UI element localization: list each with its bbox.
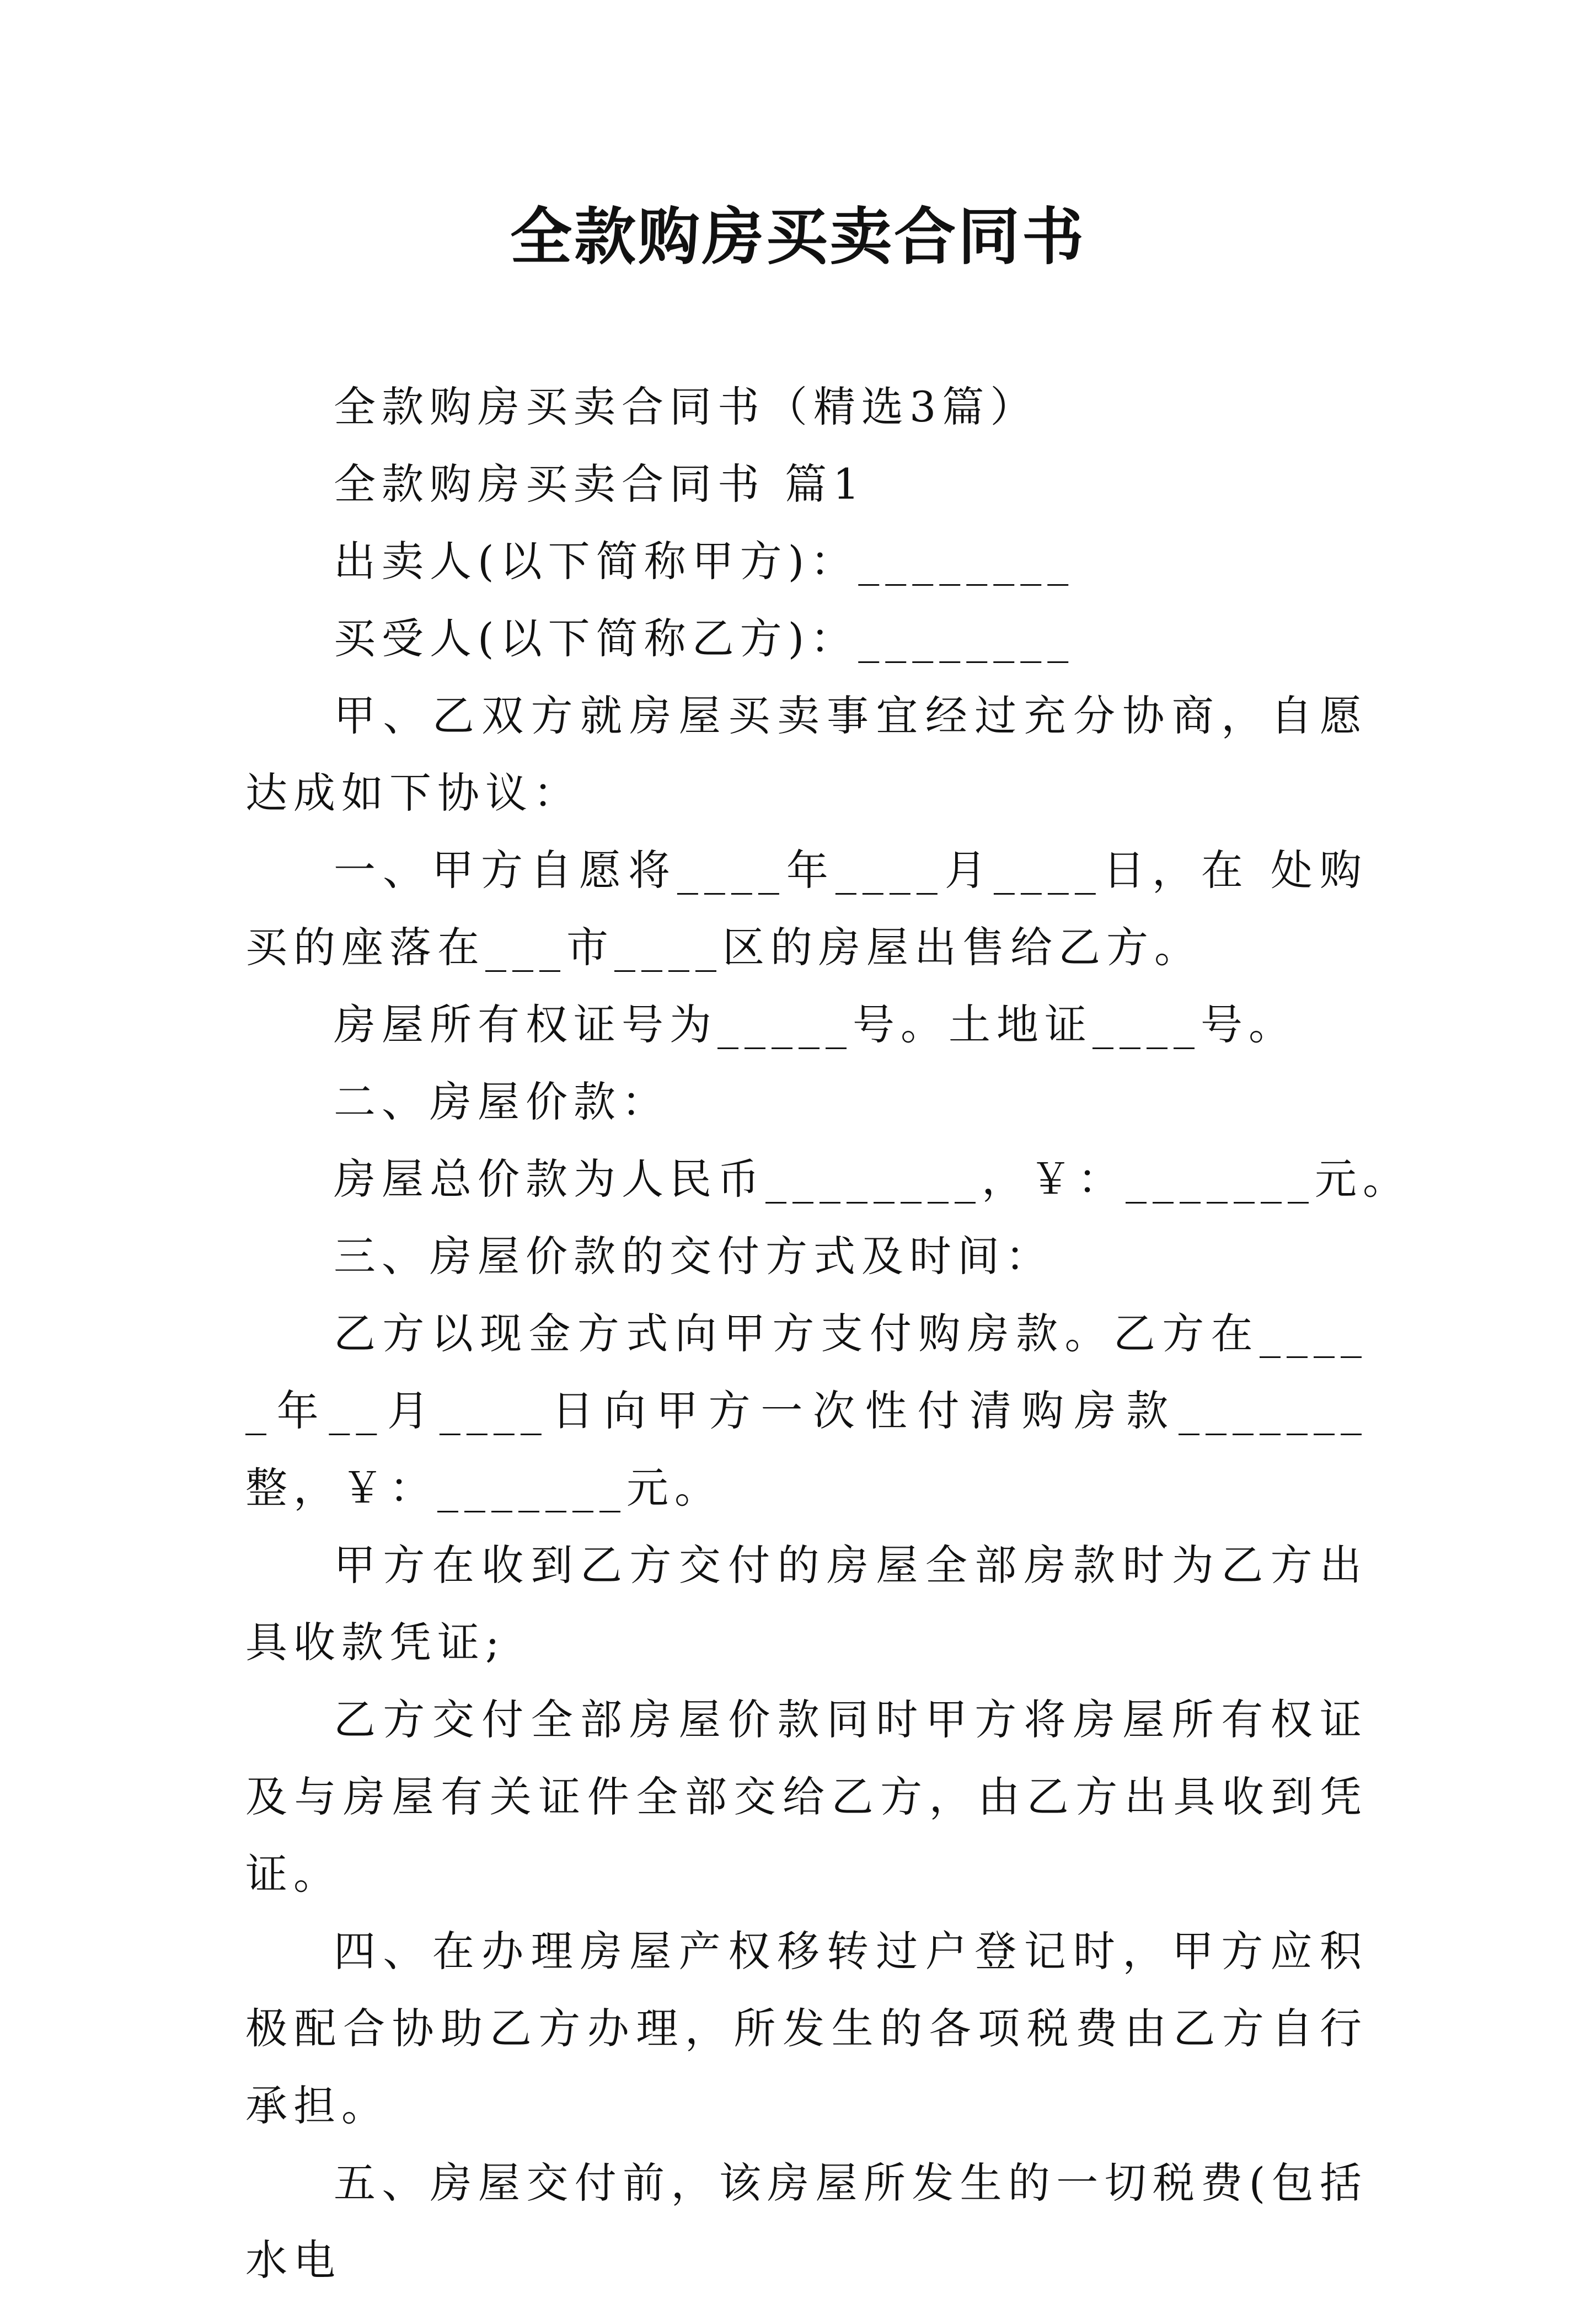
clause-4-paragraph: 四、在办理房屋产权移转过户登记时，甲方应积极配合协助乙方办理，所发生的各项税费由乙方自行承担。 [245, 1927, 1368, 2130]
receipt-paragraph: 甲方在收到乙方交付的房屋全部房款时为乙方出具收款凭证; [245, 1541, 1368, 1667]
clause-3-heading: 三、房屋价款的交付方式及时间： [334, 1232, 1053, 1281]
document-title: 全款购房买卖合同书 [510, 201, 1086, 273]
seller-line: 出卖人(以下简称甲方)：________ [334, 537, 1075, 586]
clause-1-paragraph: 一、甲方自愿将____年____月____日，在 处购买的座落在___市____区的房屋出售给乙方。 [245, 846, 1368, 972]
clause-2-heading: 二、房屋价款： [334, 1077, 670, 1126]
agreement-intro-paragraph: 甲、乙双方就房屋买卖事宜经过充分协商，自愿达成如下协议： [245, 691, 1368, 817]
clause-5-paragraph: 五、房屋交付前，该房屋所发生的一切税费(包括水电 [245, 2158, 1368, 2285]
subtitle-paragraph: 全款购房买卖合同书（精选3篇） [334, 382, 1038, 431]
certificate-handover-paragraph: 乙方交付全部房屋价款同时甲方将房屋所有权证及与房屋有关证件全部交给乙方，由乙方出具收到凭证。 [245, 1695, 1368, 1899]
certificate-number-paragraph: 房屋所有权证号为_____号。土地证____号。 [334, 1000, 1297, 1049]
total-price-paragraph: 房屋总价款为人民币________，￥：_______元。 [334, 1154, 1411, 1204]
buyer-line: 买受人(以下简称乙方)：________ [334, 614, 1075, 663]
document-body [245, 368, 1411, 2299]
section-heading: 全款购房买卖合同书 篇1 [334, 459, 866, 509]
payment-method-paragraph: 乙方以现金方式向甲方支付购房款。乙方在_____年__月____日向甲方一次性付清购房款_______整，￥：_______元。 [245, 1309, 1368, 1512]
